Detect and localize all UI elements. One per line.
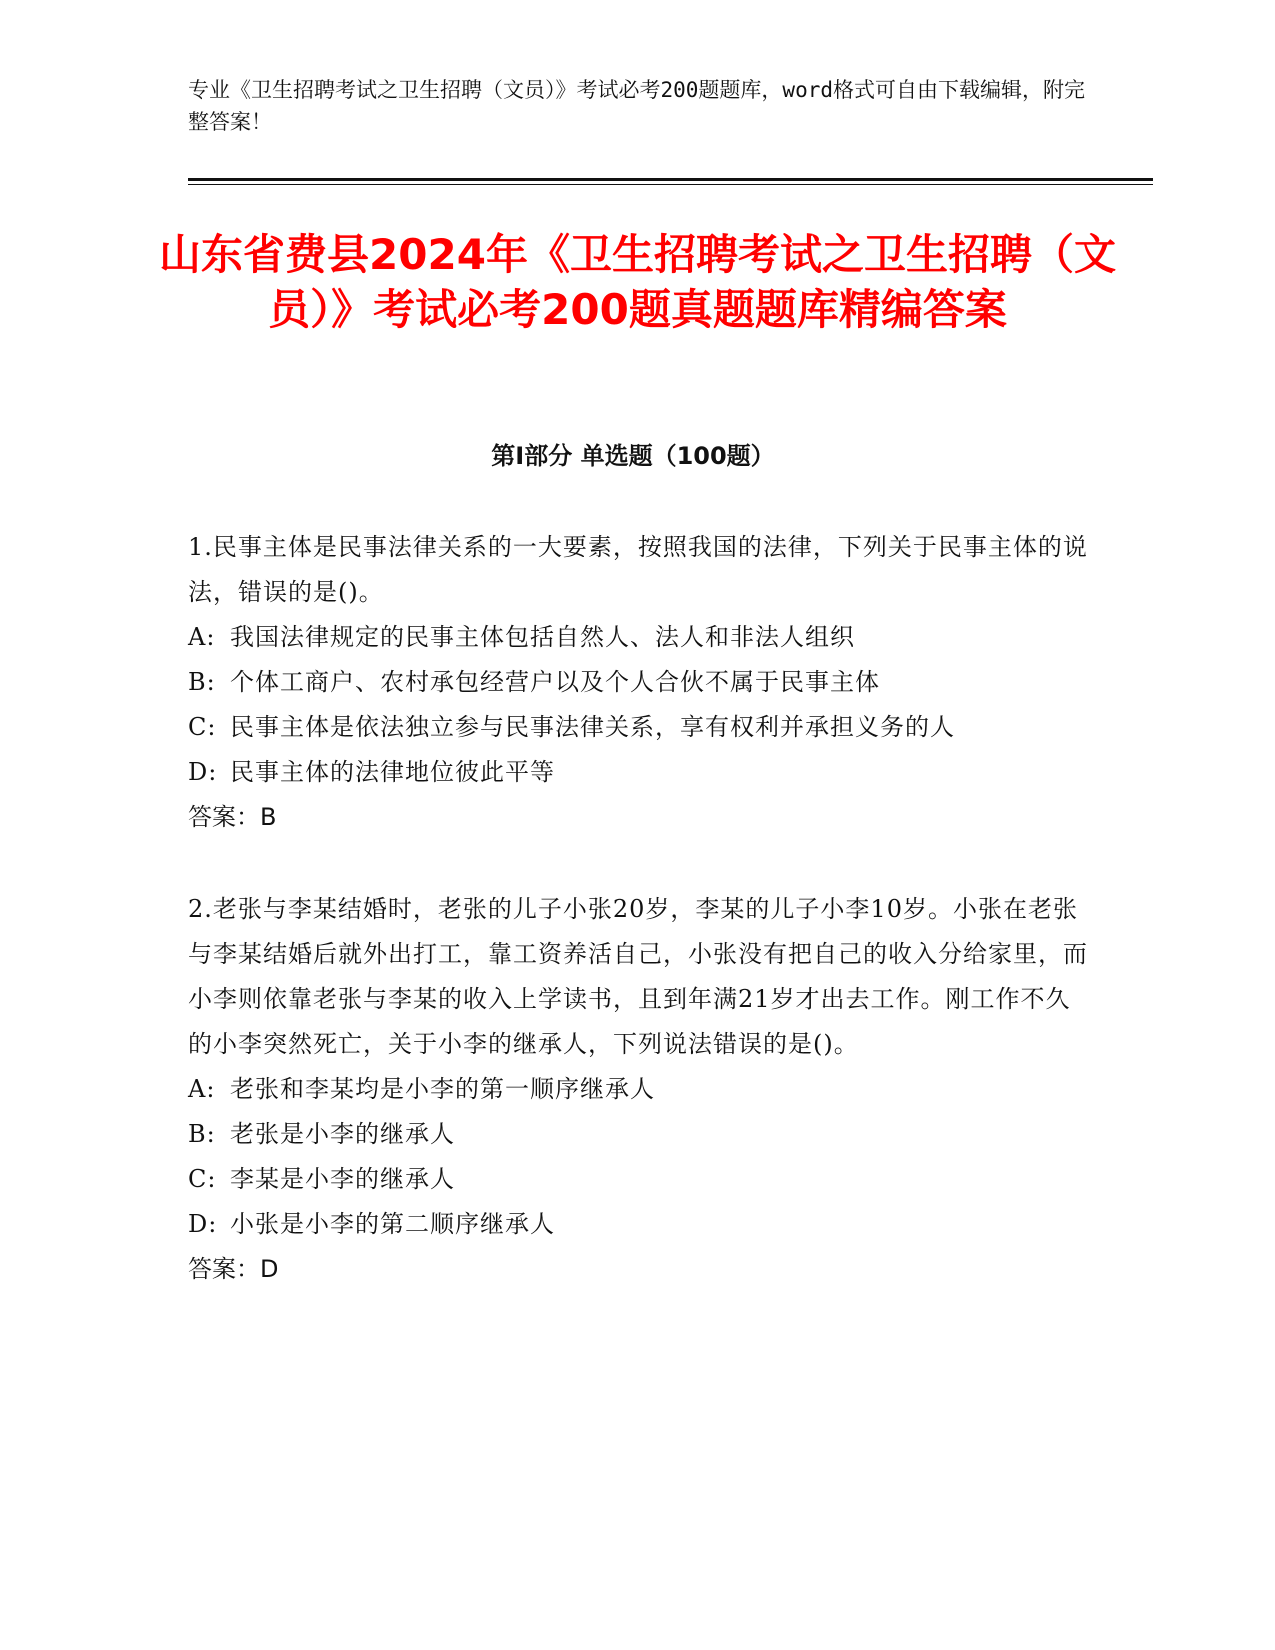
option-b — [188, 660, 1088, 705]
header-divider-thick — [188, 178, 1153, 181]
option-text: 老张和李某均是小李的第一顺序继承人 — [230, 1075, 655, 1103]
answer-text: 答案：B — [188, 803, 277, 831]
option-letter: A: — [188, 623, 216, 651]
document-title: 山东省费县2024年《卫生招聘考试之卫生招聘（文员）》考试必考200题真题题库精编答案 — [159, 230, 1116, 334]
option-a — [188, 615, 1088, 660]
option-letter: B: — [188, 668, 216, 696]
option-d — [188, 750, 1088, 795]
intro-text: 专业《卫生招聘考试之卫生招聘（文员）》考试必考200题题库，word格式可自由下载编辑，附完整答案！ — [188, 78, 1085, 134]
option-d — [188, 1202, 1088, 1247]
question-stem: 1.民事主体是民事法律关系的一大要素，按照我国的法律，下列关于民事主体的说法，错误的是()。 — [188, 533, 1088, 606]
option-letter: C: — [188, 713, 217, 741]
option-text: 民事主体的法律地位彼此平等 — [230, 758, 555, 786]
answer-text: 答案：D — [188, 1255, 279, 1283]
option-text: 我国法律规定的民事主体包括自然人、法人和非法人组织 — [230, 623, 855, 651]
option-letter: A: — [188, 1075, 216, 1103]
option-letter: D: — [188, 1210, 218, 1238]
question-stem: 2.老张与李某结婚时，老张的儿子小张20岁，李某的儿子小李10岁。小张在老张与李某结婚后就外出打工，靠工资养活自己，小张没有把自己的收入分给家里，而小李则依靠老张与李某的收入上学读书，且到年满21岁才出去工作。刚工作不久的小李突然死亡，关于小李的继承人，下列说法错误的是()。 — [188, 895, 1088, 1058]
option-text: 个体工商户、农村承包经营户以及个人合伙不属于民事主体 — [230, 668, 880, 696]
question-block-2 — [188, 887, 1088, 1292]
option-letter: C: — [188, 1165, 217, 1193]
option-text: 民事主体是依法独立参与民事法律关系，享有权利并承担义务的人 — [230, 713, 955, 741]
option-letter: B: — [188, 1120, 216, 1148]
option-a — [188, 1067, 1088, 1112]
option-c — [188, 705, 1088, 750]
option-text: 小张是小李的第二顺序继承人 — [230, 1210, 555, 1238]
option-b — [188, 1112, 1088, 1157]
option-letter: D: — [188, 758, 218, 786]
option-text: 老张是小李的继承人 — [230, 1120, 455, 1148]
option-text: 李某是小李的继承人 — [230, 1165, 455, 1193]
section-title: 第I部分 单选题（100题） — [491, 442, 775, 470]
question-block-1 — [188, 525, 1088, 840]
option-c — [188, 1157, 1088, 1202]
header-divider-thin — [188, 184, 1153, 185]
